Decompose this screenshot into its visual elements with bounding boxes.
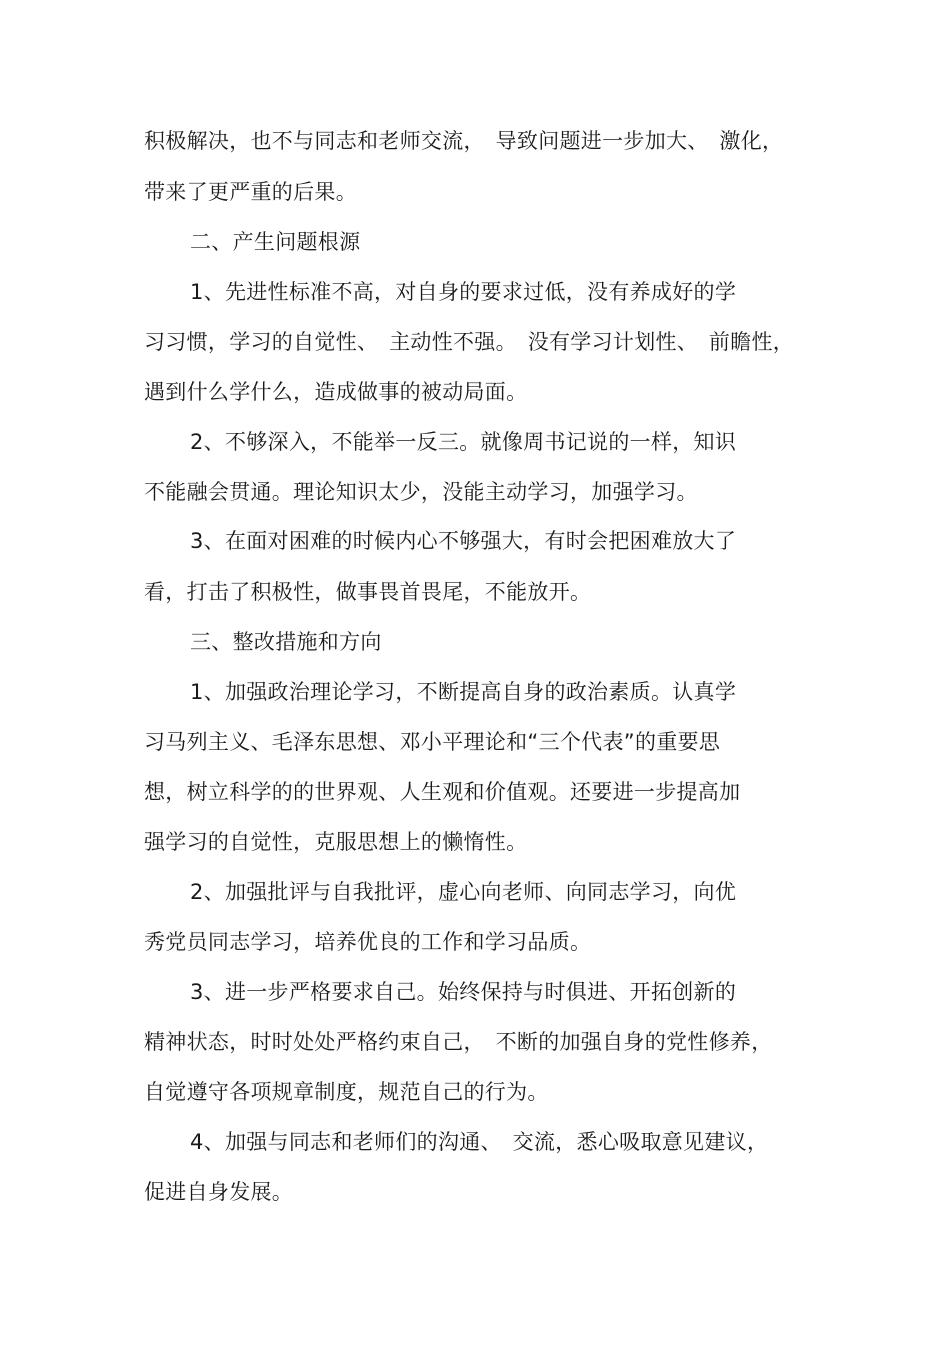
text-line-19: 精神状态，时时处处严格约束自己， 不断的加强自身的党性修养， [144,1030,773,1054]
text-line-15: 强学习的自觉性，克服思想上的懒惰性。 [144,830,528,854]
text-line-12: 1、加强政治理论学习，不断提高自身的政治素质。认真学 [190,680,737,704]
text-line-9: 3、在面对困难的时候内心不够强大，有时会把困难放大了 [190,529,737,553]
text-line-4: 1、先进性标准不高，对自身的要求过低，没有养成好的学 [190,280,737,304]
text-line-21: 4、加强与同志和老师们的沟通、 交流，悉心吸取意见建议， [190,1130,769,1154]
section-heading-3: 三、整改措施和方向 [190,630,382,654]
text-line-6: 遇到什么学什么，造成做事的被动局面。 [144,380,528,404]
section-heading-2: 二、产生问题根源 [190,230,361,254]
text-line-7: 2、不够深入，不能举一反三。就像周书记说的一样，知识 [190,430,737,454]
text-line-1: 积极解决，也不与同志和老师交流， 导致问题进一步加大、 激化， [144,129,784,153]
text-line-5: 习习惯，学习的自觉性、 主动性不强。 没有学习计划性、 前瞻性， [144,330,795,354]
text-line-22: 促进自身发展。 [144,1180,294,1204]
text-line-8: 不能融会贯通。理论知识太少，没能主动学习，加强学习。 [144,480,698,504]
text-line-17: 秀党员同志学习，培养优良的工作和学习品质。 [144,930,592,954]
text-line-18: 3、进一步严格要求自己。始终保持与时俱进、开拓创新的 [190,980,737,1004]
text-line-13: 习马列主义、毛泽东思想、邓小平理论和“三个代表”的重要思 [144,730,721,754]
text-line-20: 自觉遵守各项规章制度，规范自己的行为。 [144,1080,549,1104]
text-line-16: 2、加强批评与自我批评，虚心向老师、向同志学习，向优 [190,880,737,904]
text-line-2: 带来了更严重的后果。 [144,180,357,204]
text-line-10: 看，打击了积极性，做事畏首畏尾，不能放开。 [144,580,592,604]
text-line-14: 想，树立科学的的世界观、人生观和价值观。还要进一步提高加 [144,780,741,804]
